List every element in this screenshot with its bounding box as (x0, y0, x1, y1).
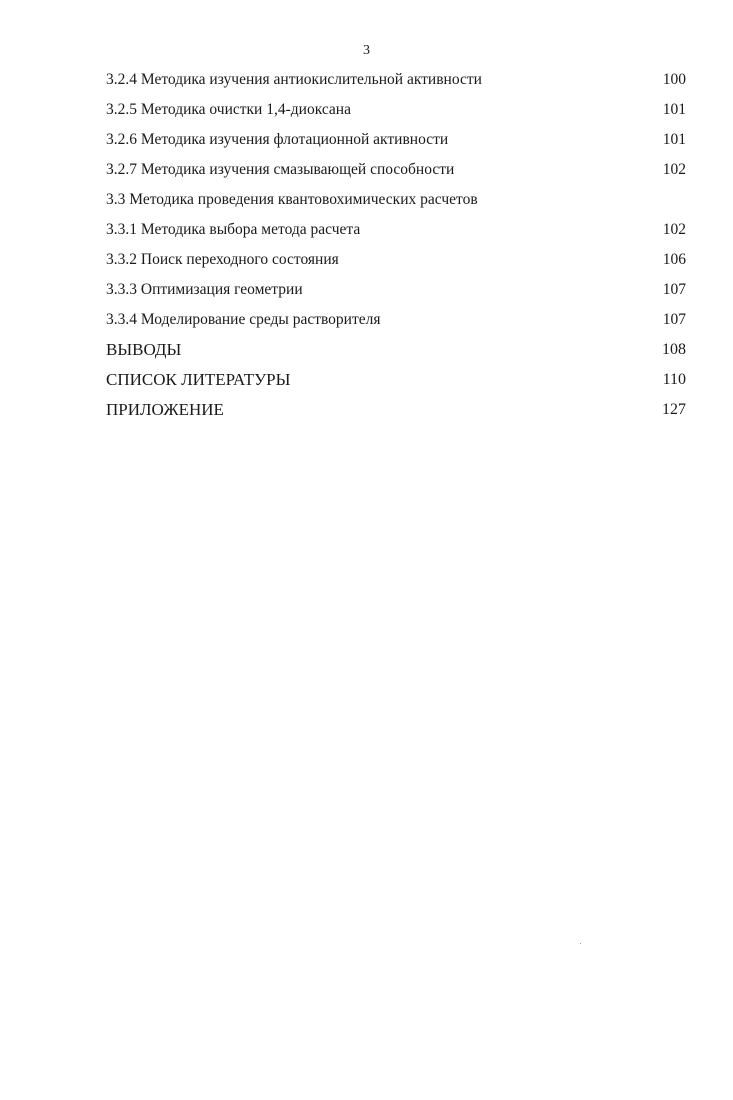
scan-speck (580, 943, 581, 944)
toc-entry (106, 98, 686, 128)
toc-entry-page: 107 (662, 311, 686, 328)
toc-entry (106, 158, 686, 188)
toc-entry-page: 110 (662, 371, 686, 388)
toc-entry (106, 278, 686, 308)
toc-entry (106, 308, 686, 338)
toc-entry (106, 248, 686, 278)
toc-entry-page: 108 (662, 341, 686, 358)
table-of-contents (106, 68, 686, 428)
toc-entry-page: 107 (662, 281, 686, 298)
toc-entry-title: ВЫВОДЫ (106, 340, 182, 359)
toc-entry-title: 3.3.4 Моделирование среды растворителя (106, 311, 381, 328)
toc-entry-title: 3.3.2 Поиск переходного состояния (106, 251, 339, 268)
toc-entry-page: 100 (662, 71, 686, 88)
toc-entry (106, 128, 686, 158)
toc-entry-page: 106 (662, 251, 686, 268)
toc-entry-appendix (106, 398, 686, 428)
toc-entry-page: 101 (662, 131, 686, 148)
toc-entry-page: 102 (662, 221, 686, 238)
toc-entry-title: 3.2.4 Методика изучения антиокислительной активности (106, 71, 482, 88)
toc-entry (106, 68, 686, 98)
toc-entry-conclusions (106, 338, 686, 368)
toc-entry-title: ПРИЛОЖЕНИЕ (106, 400, 224, 419)
toc-entry-title: 3.3.3 Оптимизация геометрии (106, 281, 303, 298)
toc-entry-title: 3.3.1 Методика выбора метода расчета (106, 221, 361, 238)
toc-section-heading (106, 188, 686, 218)
toc-entry-page: 102 (662, 161, 686, 178)
toc-entry-title: 3.3 Методика проведения квантовохимических расчетов (106, 191, 478, 208)
toc-entry-title: 3.2.7 Методика изучения смазывающей способности (106, 161, 455, 178)
toc-entry-page: 127 (662, 401, 686, 418)
toc-entry-page: 101 (662, 101, 686, 118)
toc-entry-title: 3.2.6 Методика изучения флотационной активности (106, 131, 449, 148)
toc-entry-title: СПИСОК ЛИТЕРАТУРЫ (106, 370, 291, 389)
toc-entry-references (106, 368, 686, 398)
page-number: 3 (363, 43, 370, 58)
toc-entry (106, 218, 686, 248)
toc-entry-title: 3.2.5 Методика очистки 1,4-диоксана (106, 101, 351, 118)
